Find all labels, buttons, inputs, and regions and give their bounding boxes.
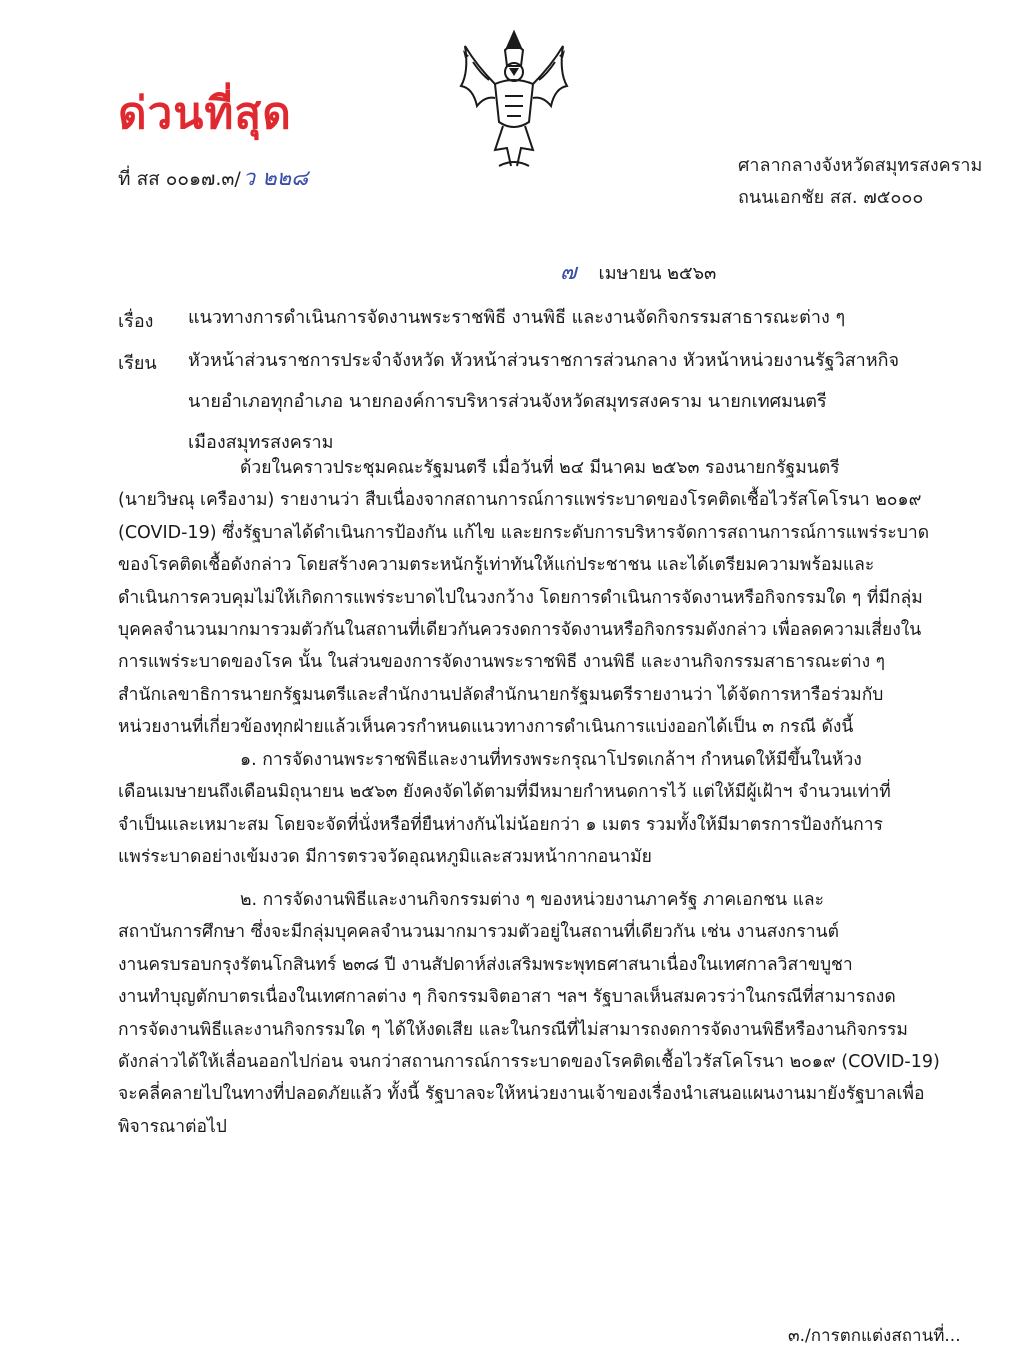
paragraph-line: ๒. การจัดงานพิธีและงานกิจกรรมต่าง ๆ ของหน่วยงานภาครัฐ ภาคเอกชน และ	[240, 890, 825, 910]
body-paragraph-1	[118, 452, 973, 744]
recipient-line: เมืองสมุทรสงคราม	[188, 432, 334, 453]
paragraph-line: จะคลี่คลายไปในทางที่ปลอดภัยแล้ว ทั้งนี้ รัฐบาลจะให้หน่วยงานเจ้าของเรื่องนำเสนอแผนงานมายังรัฐบาลเพื่อ	[118, 1084, 925, 1105]
recipient-block	[188, 340, 978, 463]
paragraph-line: บุคคลจำนวนมากมารวมตัวกันในสถานที่เดียวกันควรงดการจัดงานหรือกิจกรรมดังกล่าว เพื่อลดความเสี่ยงใน	[118, 619, 922, 640]
address-line-1: ศาลากลางจังหวัดสมุทรสงคราม	[738, 155, 983, 176]
paragraph-line: สำนักเลขาธิการนายกรัฐมนตรีและสำนักงานปลัดสำนักนายกรัฐมนตรีรายงานว่า ได้จัดการหารือร่วมกับ	[118, 684, 884, 705]
subject-label: เรื่อง	[118, 311, 154, 332]
paragraph-line: (นายวิษณุ เครืองาม) รายงานว่า สืบเนื่องจากสถานการณ์การแพร่ระบาดของโรคติดเชื้อไวรัสโคโรนา ๒๐๑๙	[118, 490, 922, 511]
address-line-2: ถนนเอกชัย สส. ๗๕๐๐๐	[738, 187, 924, 208]
paragraph-line: เดือนเมษายนถึงเดือนมิถุนายน ๒๕๖๓ ยังคงจัดได้ตามที่มีหมายกำหนดการไว้ แต่ให้มีผู้เฝ้าฯ จำนวนเท่าที่	[118, 782, 891, 803]
paragraph-line: งานทำบุญตักบาตรเนื่องในเทศกาลต่าง ๆ กิจกรรมจิตอาสา ฯลฯ รัฐบาลเห็นสมควรว่าในกรณีที่สามารถงด	[118, 987, 896, 1008]
date-day: ๗	[560, 260, 577, 285]
sender-address	[738, 150, 982, 214]
paragraph-line: แพร่ระบาดอย่างเข้มงวด มีการตรวจวัดอุณหภูมิและสวมหน้ากากอนามัย	[118, 847, 652, 868]
paragraph-line: ๑. การจัดงานพระราชพิธีและงานที่ทรงพระกรุณาโปรดเกล้าฯ กำหนดให้มีขึ้นในห้วง	[240, 750, 862, 770]
paragraph-line: ดำเนินการควบคุมไม่ให้เกิดการแพร่ระบาดไปในวงกว้าง โดยการดำเนินการจัดงานหรือกิจกรรมใด ๆ ที่มีกลุ่ม	[118, 587, 923, 608]
document-number-prefix: ที่ สส ๐๐๑๗.๓/	[118, 168, 241, 190]
document-number	[118, 160, 308, 195]
urgency-stamp: ด่วนที่สุด	[118, 88, 292, 139]
paragraph-line: การจัดงานพิธีและงานกิจกรรมใด ๆ ได้ให้งดเสีย และในกรณีที่ไม่สามารถงดการจัดงานพิธีหรืองานกิจกรรม	[118, 1019, 908, 1040]
recipient-line: หัวหน้าส่วนราชการประจำจังหวัด หัวหน้าส่วนราชการส่วนกลาง หัวหน้าหน่วยงานรัฐวิสาหกิจ	[188, 350, 900, 371]
paragraph-line: สถาบันการศึกษา ซึ่งจะมีกลุ่มบุคคลจำนวนมากมารวมตัวอยู่ในสถานที่เดียวกัน เช่น งานสงกรานต์	[118, 922, 839, 943]
paragraph-line: พิจารณาต่อไป	[118, 1116, 227, 1137]
body-paragraph-3	[118, 884, 973, 1143]
page-continuation: ๓./การตกแต่งสถานที่...	[788, 1326, 961, 1346]
body-paragraph-2	[118, 744, 973, 874]
paragraph-line: ดังกล่าวได้ให้เลื่อนออกไปก่อน จนกว่าสถานการณ์การระบาดของโรคติดเชื้อไวรัสโคโรนา ๒๐๑๙ (COVID-19)	[118, 1051, 940, 1072]
paragraph-line: จำเป็นและเหมาะสม โดยจะจัดที่นั่งหรือที่ยืนห่างกันไม่น้อยกว่า ๑ เมตร รวมทั้งให้มีมาตรการป้องกันการ	[118, 814, 883, 835]
paragraph-line: ด้วยในคราวประชุมคณะรัฐมนตรี เมื่อวันที่ ๒๔ มีนาคม ๒๕๖๓ รองนายกรัฐมนตรี	[240, 458, 840, 478]
paragraph-line: งานครบรอบกรุงรัตนโกสินทร์ ๒๓๘ ปี งานสัปดาห์ส่งเสริมพระพุทธศาสนาเนื่องในเทศกาลวิสาขบูชา	[118, 954, 853, 975]
paragraph-line: หน่วยงานที่เกี่ยวข้องทุกฝ่ายแล้วเห็นควรกำหนดแนวทางการดำเนินการแบ่งออกได้เป็น ๓ กรณี ดังนี้	[118, 717, 854, 738]
letter-date	[560, 254, 716, 289]
paragraph-line: การแพร่ระบาดของโรค นั้น ในส่วนของการจัดงานพระราชพิธี งานพิธี และงานกิจกรรมสาธารณะต่าง ๆ	[118, 652, 886, 673]
paragraph-line: ของโรคติดเชื้อดังกล่าว โดยสร้างความตระหนักรู้เท่าทันให้แก่ประชาชน และได้เตรียมความพร้อมและ	[118, 555, 875, 576]
date-month-year: เมษายน ๒๕๖๓	[598, 263, 717, 284]
paragraph-line: (COVID-19) ซึ่งรัฐบาลได้ดำเนินการป้องกัน แก้ไข และยกระดับการบริหารจัดการสถานการณ์การแพร่ระบาด	[118, 522, 930, 543]
recipient-label: เรียน	[118, 353, 157, 374]
garuda-emblem	[455, 26, 573, 176]
subject-text: แนวทางการดำเนินการจัดงานพระราชพิธี งานพิธี และงานจัดกิจกรรมสาธารณะต่าง ๆ	[188, 307, 846, 328]
recipient-line: นายอำเภอทุกอำเภอ นายกองค์การบริหารส่วนจังหวัดสมุทรสงคราม นายกเทศมนตรี	[188, 391, 827, 412]
document-number-handwritten: ว ๒๒๘	[242, 166, 309, 191]
